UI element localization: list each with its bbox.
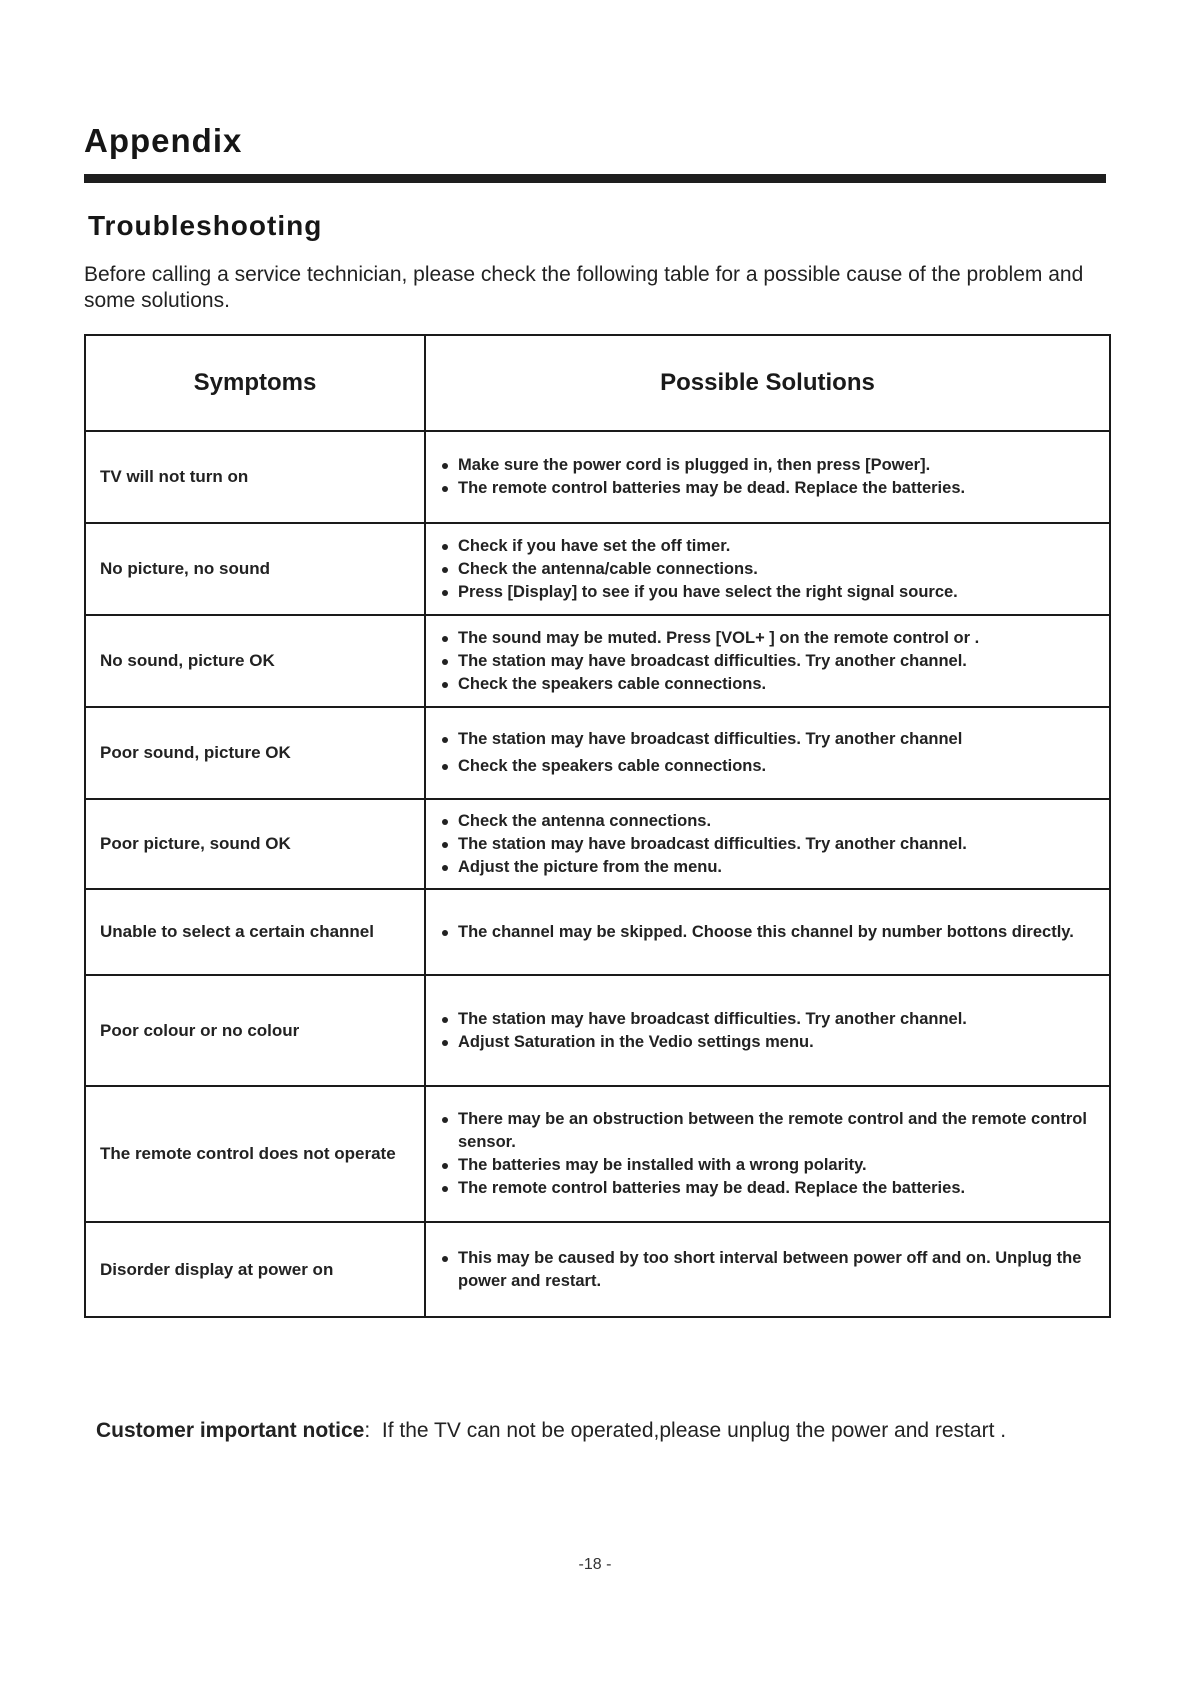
solution-cell — [425, 707, 1110, 799]
solution-cell — [425, 889, 1110, 975]
solution-cell — [425, 523, 1110, 615]
table-row — [85, 707, 1110, 799]
bullet-icon — [442, 930, 448, 936]
solution-cell — [425, 1222, 1110, 1317]
header-solutions: Possible Solutions — [425, 335, 1110, 431]
page-title: Appendix — [84, 122, 243, 159]
bullet-icon — [442, 463, 448, 469]
bullet-icon — [442, 764, 448, 770]
notice-text: If the TV can not be operated,please unplug the power and restart . — [381, 1419, 1007, 1442]
solution-cell — [425, 1086, 1110, 1222]
bullet-icon — [442, 1186, 448, 1192]
bullet-icon — [442, 659, 448, 665]
solution-item: Check the antenna/cable connections. — [440, 558, 1099, 581]
symptom-cell: Poor colour or no colour — [85, 975, 425, 1086]
bullet-icon — [442, 819, 448, 825]
solution-item: Press [Display] to see if you have select the right signal source. — [440, 581, 1099, 604]
solution-item: There may be an obstruction between the remote control and the remote control sensor. — [440, 1108, 1099, 1154]
symptom-cell: The remote control does not operate — [85, 1086, 425, 1222]
solution-item: Make sure the power cord is plugged in, then press [Power]. — [440, 454, 1099, 477]
table-row — [85, 1222, 1110, 1317]
solution-item: Check the antenna connections. — [440, 810, 1099, 833]
solution-cell — [425, 975, 1110, 1086]
notice-label: Customer important notice — [96, 1419, 365, 1442]
solution-cell — [425, 431, 1110, 523]
solution-item: Adjust Saturation in the Vedio settings menu. — [440, 1031, 1099, 1054]
solution-item: The station may have broadcast difficulties. Try another channel. — [440, 833, 1099, 856]
symptom-cell: No picture, no sound — [85, 523, 425, 615]
solution-cell — [425, 615, 1110, 707]
page-number: -18 - — [578, 1556, 612, 1573]
bullet-icon — [442, 1163, 448, 1169]
customer-notice — [96, 1419, 1006, 1443]
table-row — [85, 975, 1110, 1086]
bullet-icon — [442, 842, 448, 848]
title-divider — [84, 174, 1106, 183]
solution-item: The remote control batteries may be dead. Replace the batteries. — [440, 477, 1099, 500]
symptom-cell: Poor sound, picture OK — [85, 707, 425, 799]
solution-item: The remote control batteries may be dead. Replace the batteries. — [440, 1177, 1099, 1200]
table-row — [85, 889, 1110, 975]
bullet-icon — [442, 567, 448, 573]
table-row — [85, 431, 1110, 523]
bullet-icon — [442, 865, 448, 871]
notice-colon: : — [364, 1419, 382, 1442]
solution-item: The sound may be muted. Press [VOL+ ] on the remote control or . — [440, 627, 1099, 650]
section-title: Troubleshooting — [88, 210, 323, 241]
intro-paragraph: Before calling a service technician, please check the following table for a possible cause of the problem and some solutions. — [84, 263, 1084, 312]
symptom-cell: Poor picture, sound OK — [85, 799, 425, 889]
solution-cell — [425, 799, 1110, 889]
bullet-icon — [442, 737, 448, 743]
symptom-cell: No sound, picture OK — [85, 615, 425, 707]
table-row — [85, 615, 1110, 707]
table-row — [85, 799, 1110, 889]
solution-item: Adjust the picture from the menu. — [440, 856, 1099, 879]
table-row — [85, 523, 1110, 615]
table-row — [85, 1086, 1110, 1222]
solution-item: The batteries may be installed with a wrong polarity. — [440, 1154, 1099, 1177]
solution-item: Check the speakers cable connections. — [440, 673, 1099, 696]
solution-item: Check if you have set the off timer. — [440, 535, 1099, 558]
bullet-icon — [442, 682, 448, 688]
symptom-cell: TV will not turn on — [85, 431, 425, 523]
symptom-cell: Unable to select a certain channel — [85, 889, 425, 975]
solution-item: This may be caused by too short interval between power off and on. Unplug the power and restart. — [440, 1247, 1099, 1293]
solution-item: The channel may be skipped. Choose this channel by number bottons directly. — [440, 921, 1099, 944]
troubleshooting-table — [84, 334, 1111, 1318]
solution-item: The station may have broadcast difficulties. Try another channel. — [440, 650, 1099, 673]
bullet-icon — [442, 544, 448, 550]
header-symptoms: Symptoms — [85, 335, 425, 431]
bullet-icon — [442, 590, 448, 596]
bullet-icon — [442, 1017, 448, 1023]
bullet-icon — [442, 1256, 448, 1262]
bullet-icon — [442, 636, 448, 642]
bullet-icon — [442, 1117, 448, 1123]
solution-item: Check the speakers cable connections. — [440, 755, 1099, 778]
symptom-cell: Disorder display at power on — [85, 1222, 425, 1317]
solution-item: The station may have broadcast difficulties. Try another channel — [440, 728, 1099, 751]
table-header-row — [85, 335, 1110, 431]
solution-item: The station may have broadcast difficulties. Try another channel. — [440, 1008, 1099, 1031]
bullet-icon — [442, 486, 448, 492]
bullet-icon — [442, 1040, 448, 1046]
